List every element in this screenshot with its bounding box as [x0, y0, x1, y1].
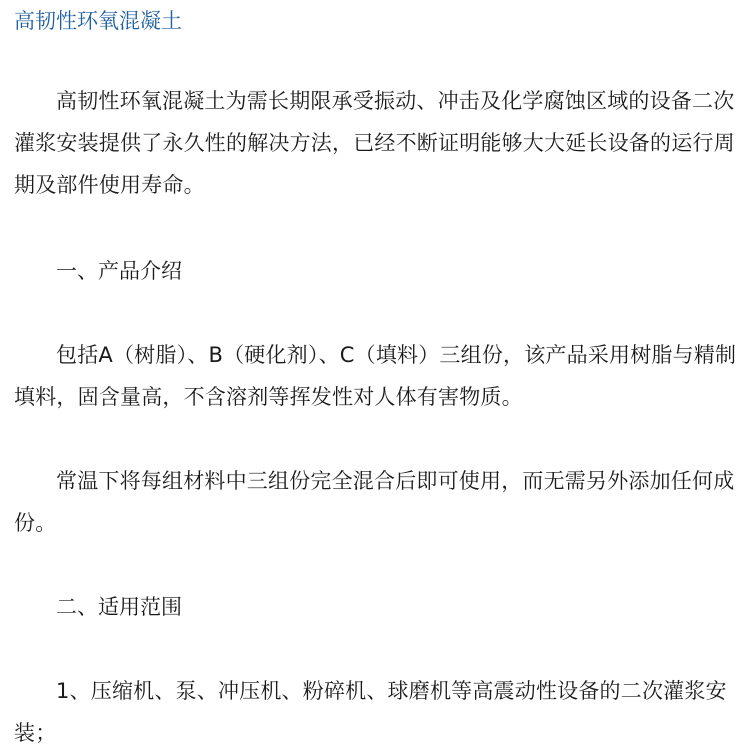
- intro-paragraph: 高韧性环氧混凝土为需长期限承受振动、冲击及化学腐蚀区域的设备二次灌浆安装提供了永久性的解决方法，已经不断证明能够大大延长设备的运行周期及部件使用寿命。: [14, 89, 735, 197]
- section-heading-scope: 二、适用范围: [56, 595, 182, 619]
- usage-paragraph: 常温下将每组材料中三组份完全混合后即可使用，而无需另外添加任何成份。: [14, 469, 735, 535]
- section-heading-product-intro: 一、产品介绍: [56, 259, 182, 283]
- document-title: 高韧性环氧混凝土: [14, 9, 182, 33]
- application-item: 1、压缩机、泵、冲压机、粉碎机、球磨机等高震动性设备的二次灌浆安装；: [14, 679, 727, 745]
- composition-paragraph: 包括A（树脂）、B（硬化剂）、C（填料）三组份，该产品采用树脂与精制填料，固含量高，不含溶剂等挥发性对人体有害物质。: [14, 343, 737, 409]
